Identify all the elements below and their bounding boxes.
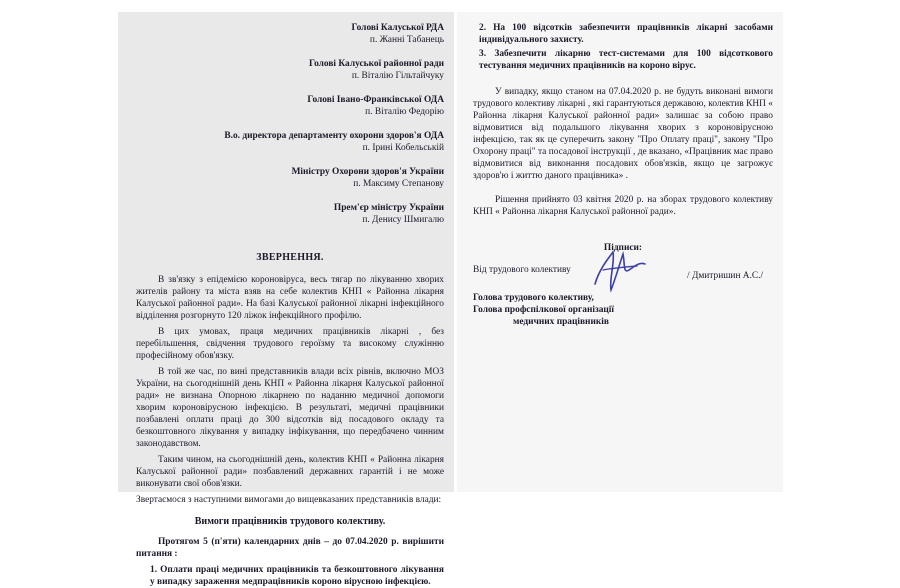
demand-item: 3. Забезпечити лікарню тест-системами для 100 відсоткового тестування медичних працівників на короно вірус.	[479, 49, 773, 71]
body-paragraph: В зв'язку з епідемією короновіруса, весь тягар по лікуванню хворих жителів району та міста взяв на себе колектив КНП « Районна лікарня Калуської районної ради». На базі Калуської районної лікарні інфекційного відділення розгорнуто 120 ліжок інфекційного профілю.	[136, 275, 444, 321]
demand-item: 2. На 100 відсотків забезпечити працівників лікарні засобами індивідуального захисту.	[479, 23, 773, 45]
document-page-left	[118, 12, 454, 587]
addressee-role: Голові Калуської районної ради	[308, 59, 444, 69]
addressee-role: В.о. директора департаменту охорони здоров'я ОДА	[224, 131, 444, 141]
body-paragraph: В той же час, по вині представників влади всіх рівнів, включно МОЗ України, на сьогоднішній день КНП « Районна лікарня Калуської районної ради» не визнана Опорною лікарнею по наданню медичної допомоги хворим короновірусною інфекцією. В результаті, медичні працівники позбавлені оплати праці до 300 відсотків від посадового окладу та безкоштовного лікування у випадку інфікування, що передбачено чинним законодавством.	[136, 367, 444, 449]
signatory-title-line: медичних працівників	[513, 317, 609, 327]
addressee-role: Голові Івано-Франківської ОДА	[307, 95, 444, 105]
addressee	[136, 166, 444, 190]
addressee	[136, 58, 444, 82]
addressee	[136, 94, 444, 118]
handwritten-signature	[589, 240, 649, 296]
addressee	[136, 202, 444, 226]
demands-title: Вимоги працівників трудового колективу.	[194, 516, 386, 527]
addressee-name: п. Віталію Федорію	[365, 107, 444, 117]
signatory-title-line: Голова профспілкової організації	[473, 305, 615, 315]
document-page-right	[457, 12, 783, 492]
from-collective-label: Від трудового колективу	[473, 265, 571, 275]
deadline-line: Протягом 5 (п'яти) календарних днів – до 07.04.2020 р. вирішити питання :	[136, 537, 444, 559]
addressee-name: п. Денису Шмигалю	[362, 215, 444, 225]
addressee-role: Міністру Охорони здоров'я України	[291, 167, 444, 177]
addressee-name: п. Ірині Кобельській	[362, 143, 444, 153]
signatures-title: Підписи:	[603, 243, 643, 253]
addressee-name: п. Віталію Гільтайчуку	[351, 71, 444, 81]
signer-name: / Дмитришин А.С./	[687, 271, 764, 281]
demand-item: 1. Оплати праці медичних працівників та безкоштовного лікування у випадку зараження медпрацівників короно вірусною інфекцією.	[150, 565, 444, 587]
addressee-role: Голові Калуської РДА	[351, 23, 444, 33]
addressee-name: п. Жанні Табанець	[369, 35, 444, 45]
decision-paragraph: Рішення прийнято 03 квітня 2020 р. на зборах трудового колективу КНП « Районна лікарня Калуської районної ради».	[473, 195, 773, 217]
addressee	[136, 130, 444, 154]
document-title: ЗВЕРНЕННЯ.	[256, 252, 324, 263]
signatory-title-line: Голова трудового колективу,	[473, 293, 594, 303]
appeal-line: Звертаємося з наступними вимогами до вищевказаних представників влади:	[136, 495, 442, 505]
warning-paragraph: У випадку, якщо станом на 07.04.2020 р. не будуть виконані вимоги трудового колективу лікарні , які гарантуються державою, колектив КНП « Районна лікарня Калуської районної ради» залишає за собою право відмовитися від подальшого лікування хворих з короновірусною інфекцією, так як це суперечить закону "Про Оплату праці", закону "Про Охорону праці" та посадової інструкції , де вказано, «Працівник має право відмовитися від виконання посадових обов'язків, якщо це загрожує здоров'ю і життю даного працівника» .	[473, 87, 773, 181]
addressee-role: Прем'єр міністру України	[333, 203, 444, 213]
body-paragraph: В цих умовах, праця медичних працівників лікарні , без перебільшення, свідчення трудового героїзму та високому служінню професійному обов'язку.	[136, 327, 444, 361]
body-paragraph: Таким чином, на сьогоднішній день, колектив КНП « Районна лікарня Калуської районної ради» позбавлений державних гарантій і не може виконувати свої обов'язки.	[136, 455, 444, 489]
addressee	[136, 22, 444, 46]
signatory-block	[473, 292, 773, 328]
addressee-name: п. Максиму Степанову	[353, 179, 444, 189]
